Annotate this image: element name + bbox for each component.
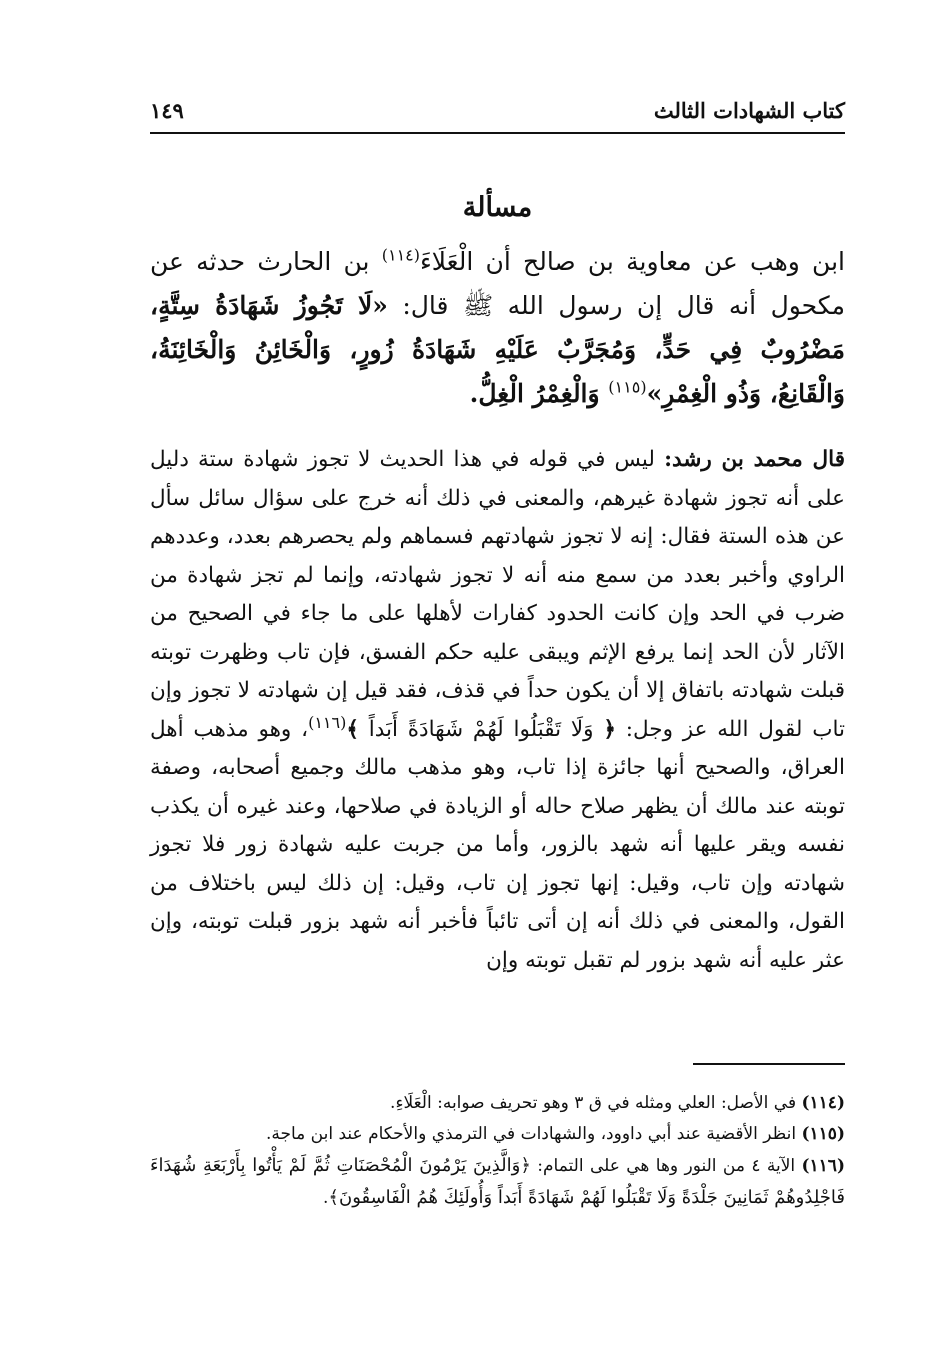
- page-number: ١٤٩: [150, 98, 184, 123]
- footnote-ref-115[interactable]: (١١٥): [608, 377, 647, 397]
- commentary-speaker: قال محمد بن رشد:: [664, 447, 845, 472]
- running-header: [150, 92, 845, 134]
- hadith-chain: بن الحارث حدثه عن مكحول أنه قال إن رسول الله ﷺ قال:: [150, 247, 845, 320]
- footnote-115: [150, 1119, 845, 1150]
- commentary-paragraph: [150, 441, 845, 980]
- footnote-text: في الأصل: العلي ومثله في ق ٣ وهو تحريف صوابه: الْعَلَاءِ.: [390, 1093, 802, 1113]
- footnotes-section: [150, 1088, 845, 1214]
- hadith-quote-tail: وَالْغِمْرُ الْغِلُّ.: [469, 379, 609, 408]
- footnote-text: الآية ٤ من النور وها هي على التمام:: [530, 1156, 802, 1176]
- footnote-number: (١١٤): [801, 1093, 845, 1113]
- hadith-intro: ابن وهب عن معاوية بن صالح أن الْعَلَاءَ: [420, 247, 845, 276]
- book-title: كتاب الشهادات الثالث: [653, 98, 845, 123]
- footnote-ref-114[interactable]: (١١٤): [381, 245, 420, 265]
- footnote-quran-verse: ﴿وَالَّذِينَ يَرْمُونَ الْمُحْصَنَاتِ ثُمَّ لَمْ يَأْتُوا بِأَرْبَعَةِ شُهَدَاءَ فَاجْلِدُوهُمْ ثَمَانِينَ جَلْدَةً وَلَا تَقْبَلُوا لَهُمْ شَهَادَةً أَبَداً وَأُولَئِكَ هُمُ الْفَاسِقُونَ﴾: [150, 1155, 845, 1208]
- footnote-number: (١١٥): [801, 1124, 845, 1144]
- footnote-116: [150, 1150, 845, 1214]
- page-body: [150, 92, 845, 1002]
- footnote-ref-116[interactable]: (١١٦): [308, 712, 347, 732]
- commentary-text-1: ليس في قوله في هذا الحديث لا تجوز شهادة ستة دليل على أنه تجوز شهادة غيرهم، والمعنى في ذلك أنه خرج على سؤال سائل سأل عن هذه الستة فقال: إنه لا تجوز شهادتهم فسماهم ولم يحصرهم بعدد، وعددهم الراوي وأخبر بعدد من سمع منه أنه لا تجوز شهادته، وإنما لم تجز شهادة من ضرب في الحد وإن كانت الحدود كفارات لأهلها على ما جاء في الصحيح من الآثار لأن الحد إنما يرفع الإثم ويبقى عليه حكم الفسق، فإن تاب وظهرت توبته قبلت شهادته باتفاق إلا أن يكون حداً في قذف، فقد قيل إن شهادته لا تجوز وإن تاب لقول الله عز وجل:: [150, 447, 845, 742]
- aya-close-bracket: ﴾: [346, 716, 359, 742]
- quran-verse-quote: وَلَا تَقْبَلُوا لَهُمْ شَهَادَةً أَبَداً: [358, 716, 604, 742]
- hadith-paragraph: [150, 240, 845, 416]
- footnote-tail: .: [323, 1188, 329, 1208]
- commentary-text-2: ، وهو مذهب أهل العراق، والصحيح أنها جائزة إذا تاب، وهو مذهب مالك وجميع أصحابه، وصفة توبته عند مالك أن يظهر صلاح حاله أو الزيادة في صلاحها، وعند غيره أن يكذب نفسه ويقر عليها أنه شهد بالزور، وأما من جربت عليه شهادة زور فلا تجوز شهادته وإن تاب، وقيل: إنها تجوز إن تاب، وقيل: إن ذلك ليس باختلاف من القول، والمعنى في ذلك أنه إن أتى تائباً فأخبر أنه شهد بزور قبلت توبته، وإن عثر عليه أنه شهد بزور لم تقبل توبته وإن: [150, 716, 845, 973]
- section-heading: مسألة: [462, 192, 533, 223]
- hadith-quote: «لَا تَجُوزُ شَهَادَةُ سِتَّةٍ، مَضْرُوبٌ فِي حَدٍّ، وَمُجَرَّبٌ عَلَيْهِ شَهَادَةُ زُورٍ، وَالْخَائِنُ وَالْخَائِنَةُ، وَالْقَانِعُ، وَذُو الْغِمْرِ»: [150, 291, 845, 408]
- aya-open-bracket: ﴿: [603, 716, 616, 742]
- footnote-number: (١١٦): [801, 1156, 845, 1176]
- footnote-114: [150, 1088, 845, 1119]
- footnote-text: انظر الأقضية عند أبي داوود، والشهادات في الترمذي والأحكام عند ابن ماجة.: [265, 1124, 802, 1144]
